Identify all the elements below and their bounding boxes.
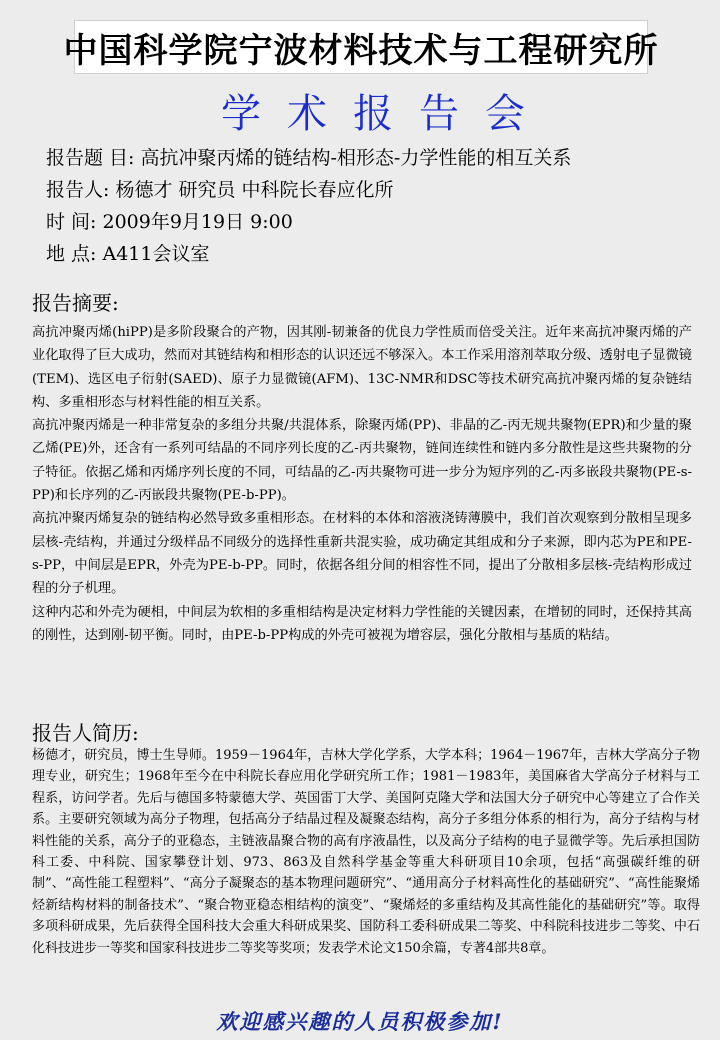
abstract-body bbox=[32, 321, 692, 647]
abstract-paragraph: 这种内芯和外壳为硬相，中间层为软相的多重相结构是决定材料力学性能的关键因素，在增韧的同时，还保持其高的刚性，达到刚-韧平衡。同时，由PE-b-PP构成的外壳可被视为增容层，强化分散相与基质的粘结。 bbox=[32, 604, 692, 643]
bio-body: 杨德才，研究员，博士生导师。1959－1964年，吉林大学化学系，大学本科；1964－1967年，吉林大学高分子物理专业，研究生；1968年至今在中科院长春应用化学研究所工作；1981－1983年，美国麻省大学高分子材料与工程系，访问学者。先后与德国多特蒙德大学、英国雷丁大学、美国阿克隆大学和法国大分子研究中心等建立了合作关系。主要研究领域为高分子物理，包括高分子结晶过程及凝聚态结构，高分子多组分体系的相行为，高分子结构与材料性能的关系，高分子的亚稳态，主链液晶聚合物的高有序液晶性，以及高分子结构的电子显微学等。先后承担国防科工委、中科院、国家攀登计划、973、863及自然科学基金等重大科研项目10余项，包括“高强碳纤维的研制”、“高性能工程塑料”、“高分子凝聚态的基本物理问题研究”、“通用高分子材料高性化的基础研究”、“高性能聚烯烃新结构材料的制备技术”、“聚合物亚稳态相结构的演变”、“聚烯烃的多重结构及其高性能化的基础研究”等。取得多项科研成果，先后获得全国科技大会重大科研成果奖、国防科工委科研成果二等奖、中科院科技进步二等奖、中石化科技进步一等奖和国家科技进步二等奖等奖项；发表学术论文150余篇，专著4部共8章。 bbox=[32, 748, 700, 956]
bio-heading: 报告人简历: bbox=[32, 721, 139, 745]
place-line: 地 点: A411会议室 bbox=[46, 243, 210, 265]
institute-banner bbox=[63, 20, 659, 74]
info-block bbox=[46, 142, 706, 270]
abstract-paragraph: 高抗冲聚丙烯(hiPP)是多阶段聚合的产物，因其刚-韧兼备的优良力学性质而倍受关注。近年来高抗冲聚丙烯的产业化取得了巨大成功，然而对其链结构和相形态的认识还远不够深入。本工作采用溶剂萃取分级、透射电子显微镜(TEM)、选区电子衍射(SAED)、原子力显微镜(AFM)、13C-NMR和DSC等技术研究高抗冲聚丙烯的复杂链结构、多重相形态与材料性能的相互关系。 bbox=[32, 325, 692, 410]
abstract-paragraph: 高抗冲聚丙烯是一种非常复杂的多组分共聚/共混体系，除聚丙烯(PP)、非晶的乙-丙无规共聚物(EPR)和少量的聚乙烯(PE)外，还含有一系列可结晶的不同序列长度的乙-丙共聚物，链间连续性和链内多分散性是这些共聚物的分子特征。依据乙烯和丙烯序列长度的不同，可结晶的乙-丙共聚物可进一步分为短序列的乙-丙多嵌段共聚物(PE-s-PP)和长序列的乙-丙嵌段共聚物(PE-b-PP)。 bbox=[32, 418, 692, 504]
abstract-paragraph: 高抗冲聚丙烯复杂的链结构必然导致多重相形态。在材料的本体和溶液浇铸薄膜中，我们首次观察到分散相呈现多层核-壳结构，并通过分级样品不同级分的选择性重新共混实验，成功确定其组成和分子来源，即内芯为PE和PE-s-PP，中间层是EPR，外壳为PE-b-PP。同时，依据各组分间的相容性不同，提出了分散相多层核-壳结构形成过程的分子机理。 bbox=[32, 511, 692, 597]
speaker-line: 报告人: 杨德才 研究员 中科院长春应化所 bbox=[46, 179, 394, 201]
abstract-heading: 报告摘要: bbox=[32, 291, 119, 315]
time-line: 时 间: 2009年9月19日 9:00 bbox=[46, 211, 293, 233]
topic-line: 报告题 目: 高抗冲聚丙烯的链结构-相形态-力学性能的相互关系 bbox=[46, 147, 572, 169]
event-title: 学术报告会 bbox=[221, 91, 551, 137]
welcome-footer: 欢迎感兴趣的人员积极参加! bbox=[216, 1009, 504, 1034]
institute-name: 中国科学院宁波材料技术与工程研究所 bbox=[63, 30, 659, 71]
